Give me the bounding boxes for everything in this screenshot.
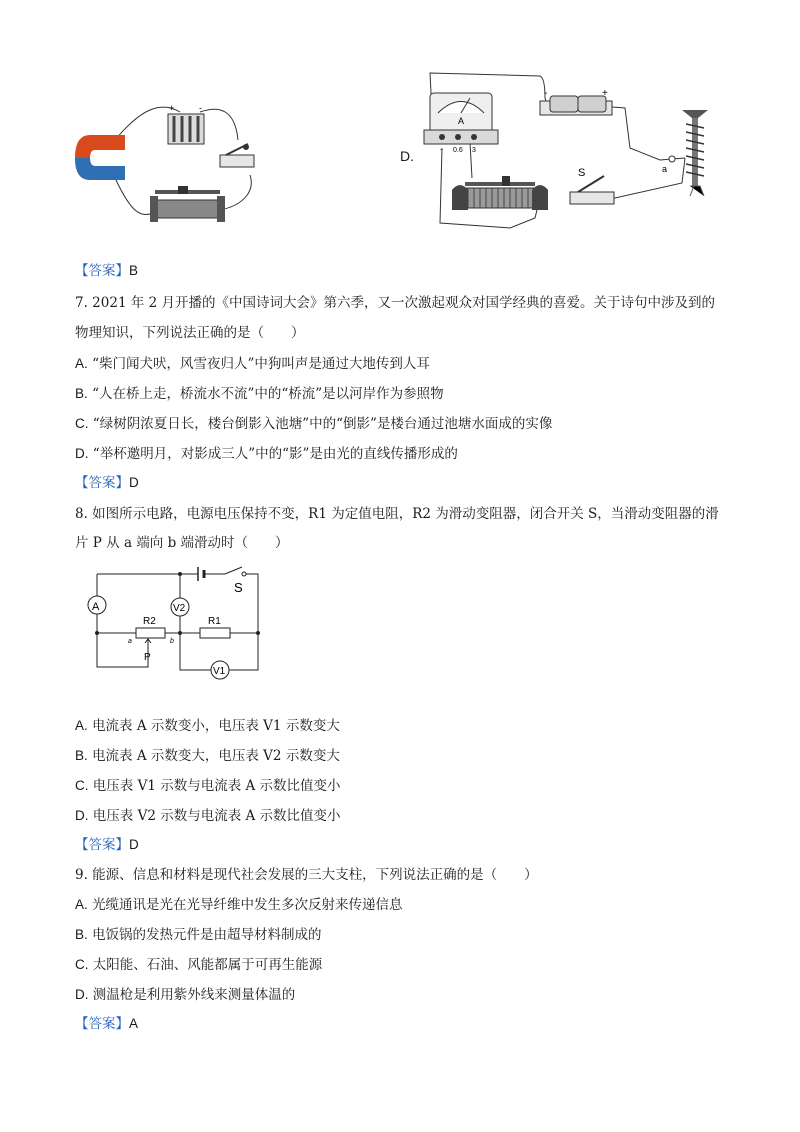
rheostat-icon [150, 186, 225, 222]
answer-value: D [129, 475, 139, 490]
circuit-v1-label: V1 [213, 666, 226, 677]
q7-stem-line1: 7. 2021 年 2 月开播的《中国诗词大会》第六季，又一次激起观众对国学经典的喜爱。关于诗句中涉及到的 [75, 295, 715, 311]
circuit-r1-label: R1 [208, 616, 221, 627]
figure-c-circuit [70, 100, 270, 235]
battery-icon [168, 114, 204, 144]
battery-plus-label: + [169, 103, 175, 113]
circuit-end-a-label: a [128, 638, 132, 645]
q8-option-d: D. 电压表 V2 示数与电流表 A 示数比值变小 [75, 808, 341, 824]
terminal-3: 3 [472, 147, 476, 154]
q7-option-c: C. “绿树阴浓夏日长，楼台倒影入池塘”中的“倒影”是楼台通过池塘水面成的实像 [75, 416, 553, 432]
q7-option-a: A. “柴门闻犬吠，风雪夜归人”中狗叫声是通过大地传到人耳 [75, 356, 430, 372]
q8-option-a: A. 电流表 A 示数变小，电压表 V1 示数变大 [75, 718, 340, 734]
answer-bracket: 【答案】 [75, 1016, 129, 1032]
figure-d-circuit [420, 68, 725, 233]
answer-value: A [129, 1016, 139, 1031]
q7-answer [75, 474, 139, 492]
q8-option-c: C. 电压表 V1 示数与电流表 A 示数比值变小 [75, 778, 341, 794]
terminal-minus: - [440, 147, 443, 154]
circuit-end-b-label: b [170, 638, 174, 645]
q7-stem-line2: 物理知识，下列说法正确的是（ ） [75, 325, 305, 341]
answer-bracket: 【答案】 [75, 263, 129, 279]
q9-option-b: B. 电饭锅的发热元件是由超导材料制成的 [75, 927, 322, 943]
q9-answer [75, 1015, 138, 1033]
q9-option-a: A. 光缆通讯是光在光导纤维中发生多次反射来传递信息 [75, 897, 403, 913]
q8-answer [75, 836, 139, 854]
q9-option-d: D. 测温枪是利用紫外线来测量体温的 [75, 987, 296, 1003]
figure-d-option-label: D. [400, 148, 414, 164]
battery-minus-label: - [199, 103, 202, 113]
q7-option-b: B. “人在桥上走，桥流水不流”中的“桥流”是以河岸作为参照物 [75, 386, 444, 402]
q6-answer [75, 262, 138, 280]
switch-icon [220, 144, 254, 167]
switch-s-label: S [578, 167, 586, 179]
answer-value: D [129, 837, 139, 852]
q9-stem: 9. 能源、信息和材料是现代社会发展的三大支柱，下列说法正确的是（ ） [75, 867, 538, 883]
q9-option-c: C. 太阳能、石油、风能都属于可再生能源 [75, 957, 323, 973]
q8-circuit-diagram [80, 562, 280, 682]
circuit-r2-label: R2 [143, 616, 156, 627]
q8-option-b: B. 电流表 A 示数变大，电压表 V2 示数变大 [75, 748, 340, 764]
switch-icon [570, 176, 614, 204]
battery-minus-label: - [544, 88, 548, 99]
answer-bracket: 【答案】 [75, 475, 129, 491]
point-a-label: a [662, 164, 668, 174]
answer-bracket: 【答案】 [75, 837, 129, 853]
electromagnet-icon [682, 110, 708, 196]
terminal-0.6: 0.6 [453, 147, 463, 154]
rheostat-icon [452, 176, 548, 210]
battery-plus-label: + [602, 88, 608, 99]
q7-option-d: D. “举杯邀明月，对影成三人”中的“影”是由光的直线传播形成的 [75, 446, 458, 462]
circuit-v2-label: V2 [173, 603, 186, 614]
q8-stem-line2: 片 P 从 a 端向 b 端滑动时（ ） [75, 535, 289, 551]
ammeter-letter: A [458, 116, 465, 126]
circuit-switch-label: S [234, 580, 243, 595]
q8-stem-line1: 8. 如图所示电路，电源电压保持不变，R1 为定值电阻，R2 为滑动变阻器，闭合开关 S，当滑动变阻器的滑 [75, 506, 719, 522]
circuit-slider-label: P [144, 652, 151, 663]
circuit-ammeter-label: A [92, 601, 100, 613]
answer-value: B [129, 263, 139, 278]
